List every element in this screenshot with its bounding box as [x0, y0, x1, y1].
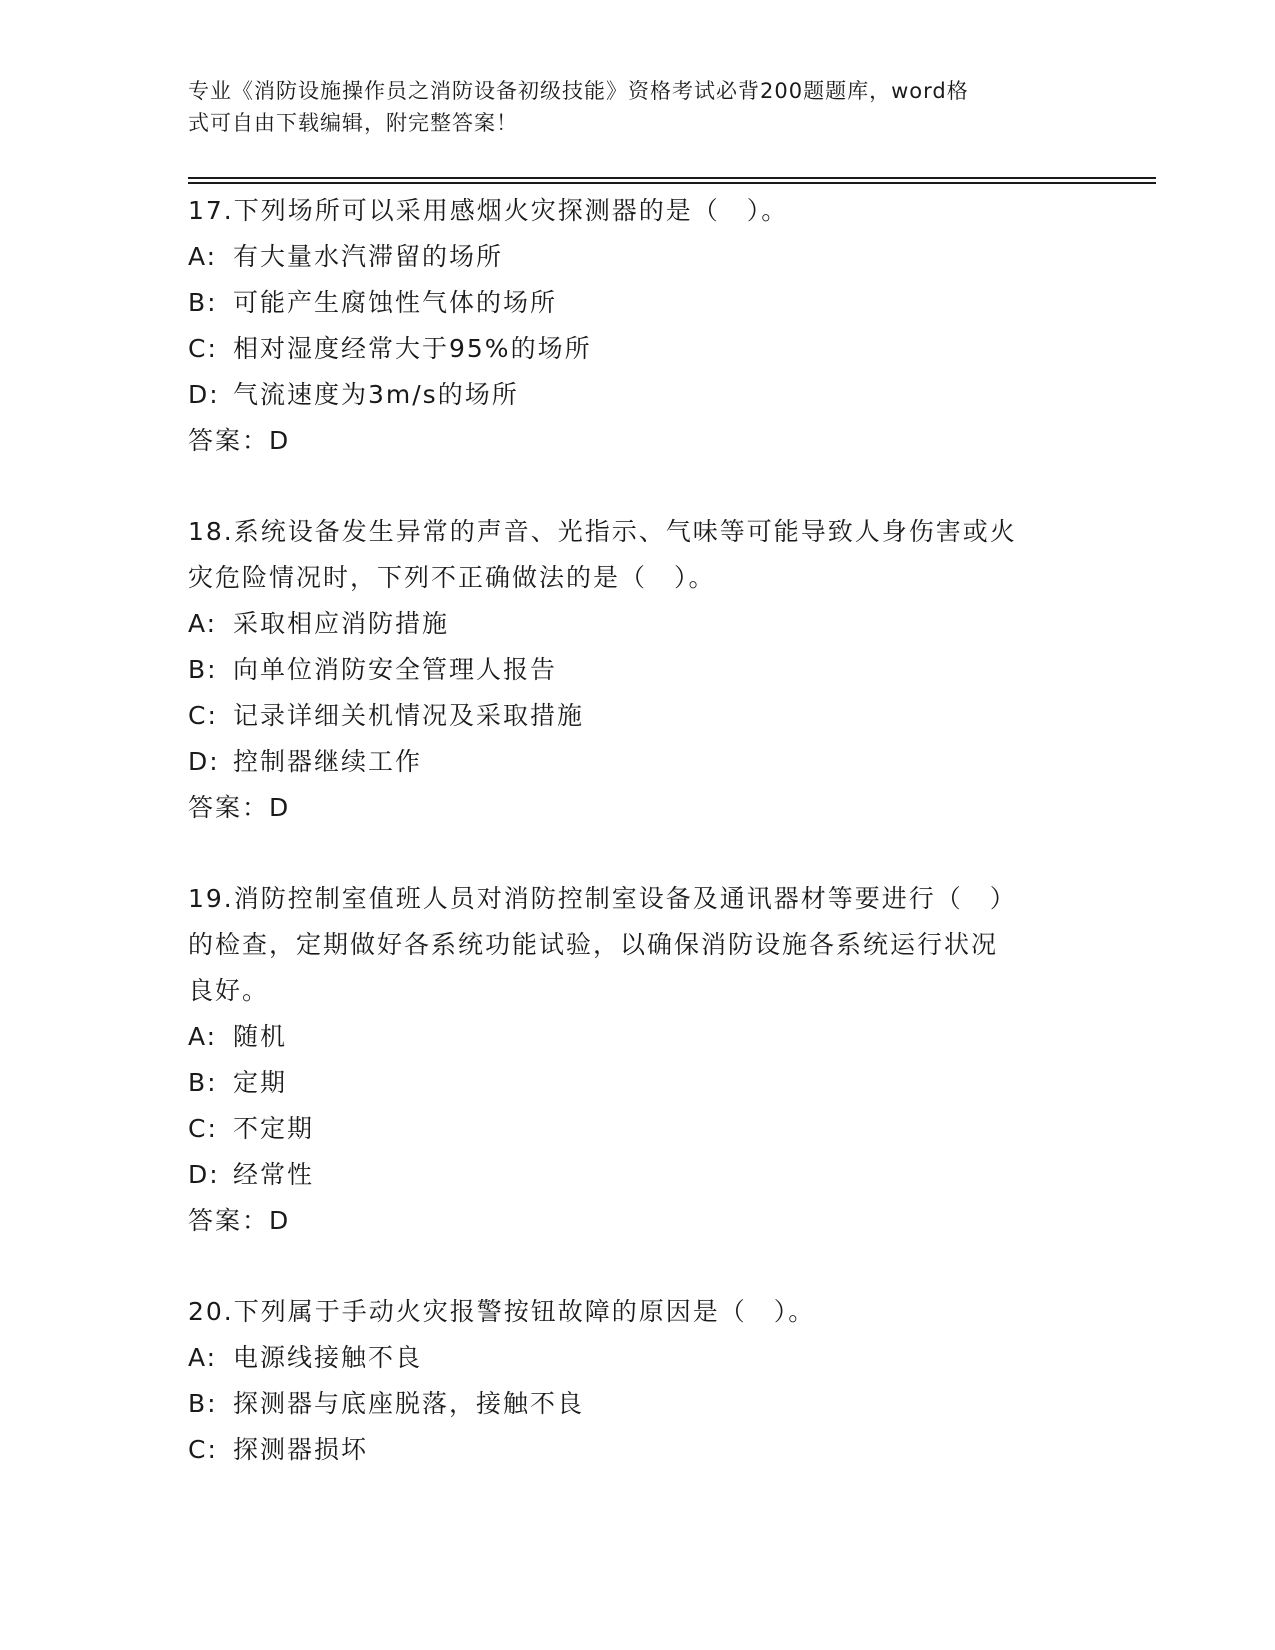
option-c	[188, 693, 1088, 739]
question-stem: 20.下列属于手动火灾报警按钮故障的原因是（ ）。	[188, 1297, 816, 1326]
option-text: 向单位消防安全管理人报告	[233, 655, 558, 684]
option-text: 相对湿度经常大于95%的场所	[233, 334, 592, 363]
question-stem-line: 19.消防控制室值班人员对消防控制室设备及通讯器材等要进行（ ）	[188, 884, 1017, 913]
option-text: 经常性	[233, 1160, 315, 1189]
question-stem: 17.下列场所可以采用感烟火灾探测器的是（ ）。	[188, 196, 789, 225]
question-stem-line: 18.系统设备发生异常的声音、光指示、气味等可能导致人身伤害或火	[188, 517, 1017, 546]
option-letter: D:	[188, 1160, 220, 1189]
option-text: 随机	[233, 1022, 288, 1051]
option-letter: C:	[188, 1114, 218, 1143]
option-letter: A:	[188, 609, 218, 638]
option-b	[188, 1381, 1088, 1427]
question-17	[188, 188, 1088, 464]
option-text: 记录详细关机情况及采取措施	[233, 701, 585, 730]
question-20	[188, 1289, 1088, 1473]
answer-line: 答案：D	[188, 426, 291, 455]
option-letter: B:	[188, 655, 218, 684]
option-a	[188, 1335, 1088, 1381]
question-19	[188, 876, 1088, 1244]
option-letter: D:	[188, 747, 220, 776]
option-b	[188, 1060, 1088, 1106]
option-text: 不定期	[233, 1114, 315, 1143]
option-c	[188, 326, 1088, 372]
option-text: 探测器与底座脱落，接触不良	[233, 1389, 585, 1418]
question-stem-line: 的检查，定期做好各系统功能试验，以确保消防设施各系统运行状况	[188, 930, 999, 959]
option-text: 定期	[233, 1068, 288, 1097]
option-letter: A:	[188, 242, 218, 271]
option-letter: A:	[188, 1343, 218, 1372]
option-text: 探测器损坏	[233, 1435, 369, 1464]
option-text: 电源线接触不良	[233, 1343, 423, 1372]
option-letter: C:	[188, 334, 218, 363]
option-b	[188, 647, 1088, 693]
document-header	[188, 75, 1068, 139]
option-letter: A:	[188, 1022, 218, 1051]
header-line-2: 式可自由下载编辑，附完整答案！	[188, 111, 518, 135]
option-c	[188, 1427, 1088, 1473]
option-a	[188, 234, 1088, 280]
option-d	[188, 739, 1088, 785]
option-d	[188, 372, 1088, 418]
option-letter: C:	[188, 1435, 218, 1464]
option-text: 有大量水汽滞留的场所	[233, 242, 504, 271]
question-list	[188, 188, 1088, 1518]
answer-line: 答案：D	[188, 1206, 291, 1235]
option-c	[188, 1106, 1088, 1152]
question-stem-line: 良好。	[188, 976, 270, 1005]
option-letter: C:	[188, 701, 218, 730]
question-18	[188, 509, 1088, 831]
option-d	[188, 1152, 1088, 1198]
option-b	[188, 280, 1088, 326]
header-divider-bottom	[188, 182, 1156, 184]
option-text: 可能产生腐蚀性气体的场所	[233, 288, 558, 317]
option-letter: B:	[188, 288, 218, 317]
option-text: 控制器继续工作	[233, 747, 423, 776]
header-line-1: 专业《消防设施操作员之消防设备初级技能》资格考试必背200题题库，word格	[188, 79, 969, 103]
option-letter: B:	[188, 1389, 218, 1418]
option-letter: D:	[188, 380, 220, 409]
answer-line: 答案：D	[188, 793, 291, 822]
option-text: 采取相应消防措施	[233, 609, 450, 638]
option-letter: B:	[188, 1068, 218, 1097]
question-stem-line: 灾危险情况时，下列不正确做法的是（ ）。	[188, 563, 716, 592]
header-divider-top	[188, 177, 1156, 179]
option-a	[188, 1014, 1088, 1060]
option-text: 气流速度为3m/s的场所	[233, 380, 519, 409]
option-a	[188, 601, 1088, 647]
